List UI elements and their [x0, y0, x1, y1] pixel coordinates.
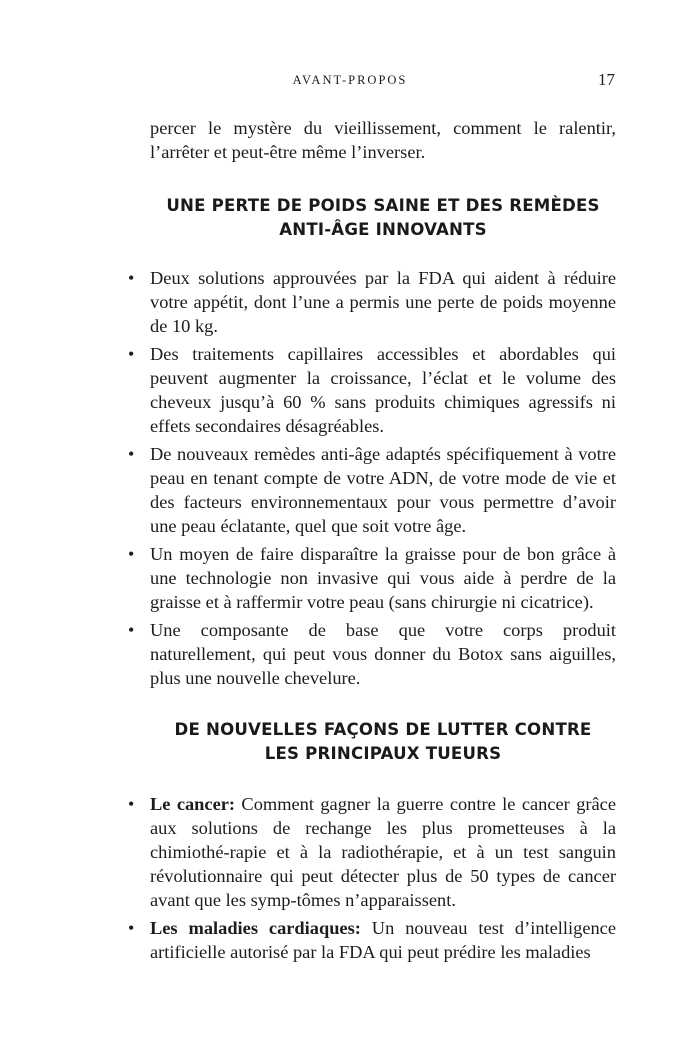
list-item-text: Un moyen de faire disparaître la graisse pour de bon grâce à une technologie non invasive qui vous aide à perdre de la graisse et à raffermir votre peau (sans chirurgie ni cicatrice).: [150, 544, 616, 612]
list-item: [128, 442, 616, 538]
intro-paragraph: percer le mystère du vieillissement, comment le ralentir, l’arrêter et peut-être même l’inverser.: [150, 118, 616, 162]
list-item-text: De nouveaux remèdes anti-âge adaptés spécifiquement à votre peau en tenant compte de votre ADN, de votre mode de vie et des facteurs environnementaux pour vous permettre d’avoir une peau éclatante, quel que soit votre âge.: [150, 444, 616, 536]
list-item: [128, 266, 616, 338]
running-head: [0, 70, 700, 92]
heading-line: UNE PERTE DE POIDS SAINE ET DES REMÈDES: [166, 196, 600, 215]
page-number: 17: [598, 70, 615, 89]
list-item: [128, 542, 616, 614]
list-item-text: Des traitements capillaires accessibles et abordables qui peuvent augmenter la croissance, l’éclat et le volume des cheveux jusqu’à 60 % sans produits chimiques agressifs ni effets secondaires désagréables.: [150, 344, 616, 436]
section-heading-weight-loss: [150, 194, 616, 242]
list-item: [128, 618, 616, 690]
weight-loss-list: [128, 266, 616, 690]
list-item-text: Un nouveau test d’intelligence artificielle autorisé par la FDA qui peut prédire les maladies: [150, 918, 616, 962]
bullet-icon: •: [128, 620, 135, 640]
heading-line: DE NOUVELLES FAÇONS DE LUTTER CONTRE: [174, 720, 592, 739]
page-body: [128, 116, 616, 968]
list-item-text: Deux solutions approuvées par la FDA qui aident à réduire votre appétit, dont l’une a permis une perte de poids moyenne de 10 kg.: [150, 268, 616, 336]
bullet-icon: •: [128, 268, 135, 288]
section-heading-major-killers: [150, 718, 616, 766]
bullet-icon: •: [128, 344, 135, 364]
list-item-term: Le cancer:: [150, 794, 236, 814]
heading-line: LES PRINCIPAUX TUEURS: [264, 744, 502, 763]
list-item: [128, 792, 616, 912]
major-killers-list: [128, 792, 616, 964]
list-item-text: Comment gagner la guerre contre le cancer grâce aux solutions de rechange les plus prometteuses à la chimiothé-rapie et à la radiothérapie, et à un test sanguin révolutionnaire qui peut détecter plus de 50 types de cancer avant que les symp-tômes n’apparaissent.: [150, 794, 616, 910]
bullet-icon: •: [128, 794, 135, 814]
heading-line: ANTI-ÂGE INNOVANTS: [279, 220, 487, 239]
running-title: AVANT-PROPOS: [292, 73, 408, 87]
list-item-text: Une composante de base que votre corps produit naturellement, qui peut vous donner du Botox sans aiguilles, plus une nouvelle chevelure.: [150, 620, 616, 688]
bullet-icon: •: [128, 918, 135, 938]
bullet-icon: •: [128, 444, 135, 464]
list-item: [128, 342, 616, 438]
list-item: [128, 916, 616, 964]
bullet-icon: •: [128, 544, 135, 564]
list-item-term: Les maladies cardiaques:: [150, 918, 361, 938]
